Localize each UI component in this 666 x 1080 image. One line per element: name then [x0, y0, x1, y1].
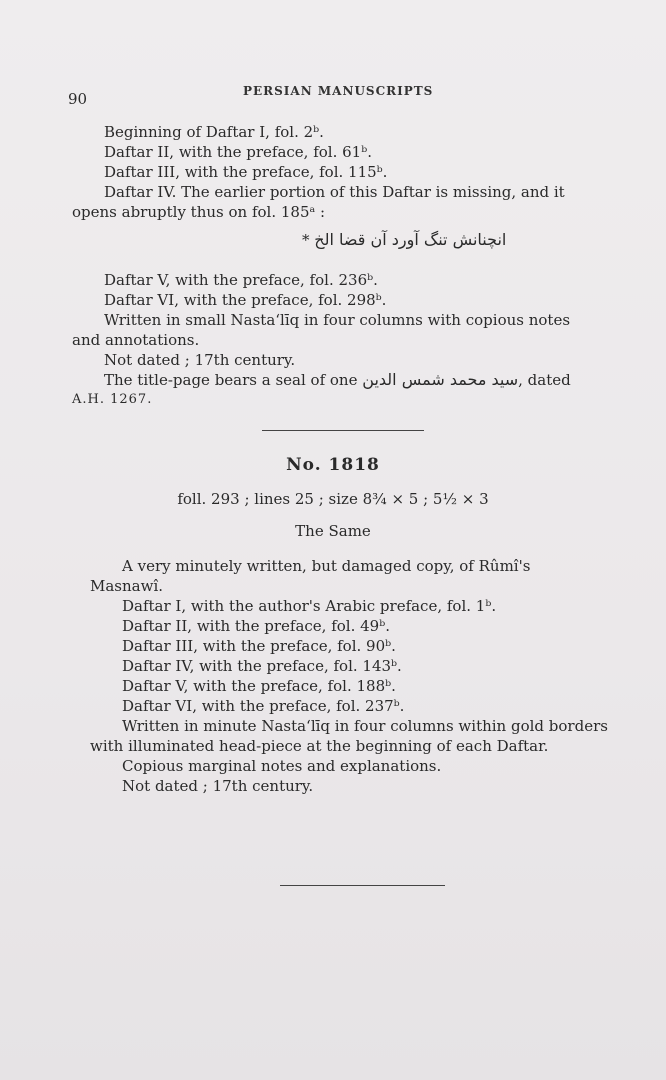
text-line: A.H. 1267.	[72, 392, 153, 407]
text-line: and annotations.	[72, 331, 200, 349]
text-line: Written in minute Nastaʻlīq in four columns within gold borders	[122, 717, 608, 735]
page-number: 90	[68, 90, 88, 108]
text-fragment: , dated	[518, 371, 571, 389]
entry-title: The Same	[295, 522, 371, 540]
text-line: Daftar I, with the author's Arabic preface, fol. 1ᵇ.	[122, 597, 497, 615]
text-line: with illuminated head-piece at the beginning of each Daftar.	[90, 737, 549, 755]
section-divider	[262, 430, 424, 431]
text-line: Daftar III, with the preface, fol. 115ᵇ.	[104, 163, 388, 181]
quote-marker: *	[302, 231, 310, 249]
text-line: Daftar II, with the preface, fol. 49ᵇ.	[122, 617, 390, 635]
text-line: Daftar V, with the preface, fol. 236ᵇ.	[104, 271, 378, 289]
text-line: Daftar IV. The earlier portion of this Daftar is missing, and it	[104, 183, 565, 201]
text-line	[72, 370, 612, 390]
page-header	[68, 84, 608, 108]
arabic-quote: انچنانش تنگ آورد آن قضا الخ	[314, 230, 507, 249]
text-fragment: The title-page bears a seal of one	[104, 371, 358, 389]
text-line: Copious marginal notes and explanations.	[122, 757, 442, 775]
entry-description	[90, 556, 610, 796]
entry-number: No. 1818	[286, 455, 380, 475]
text-line: Not dated ; 17th century.	[104, 351, 296, 369]
text-line: Written in small Nastaʻlīq in four columns with copious notes	[104, 311, 571, 329]
running-head: PERSIAN MANUSCRIPTS	[243, 84, 434, 98]
section-divider	[280, 885, 445, 886]
text-line: Daftar VI, with the preface, fol. 237ᵇ.	[122, 697, 405, 715]
section-continuation	[72, 122, 612, 410]
text-line: A very minutely written, but damaged copy, of Rûmî's	[122, 557, 531, 575]
text-line: Not dated ; 17th century.	[122, 777, 314, 795]
text-line: Masnawî.	[90, 577, 164, 595]
text-line: Daftar III, with the preface, fol. 90ᵇ.	[122, 637, 396, 655]
text-line: Beginning of Daftar I, fol. 2ᵇ.	[104, 123, 324, 141]
arabic-quote-line	[72, 222, 612, 270]
text-line: Daftar IV, with the preface, fol. 143ᵇ.	[122, 657, 402, 675]
text-line: opens abruptly thus on fol. 185ᵃ :	[72, 203, 326, 221]
arabic-name: سید محمد شمس الدین	[362, 370, 519, 389]
text-line: Daftar V, with the preface, fol. 188ᵇ.	[122, 677, 396, 695]
entry-meta: foll. 293 ; lines 25 ; size 8¾ × 5 ; 5½ × 3	[177, 490, 489, 508]
text-line: Daftar VI, with the preface, fol. 298ᵇ.	[104, 291, 387, 309]
text-line: Daftar II, with the preface, fol. 61ᵇ.	[104, 143, 372, 161]
